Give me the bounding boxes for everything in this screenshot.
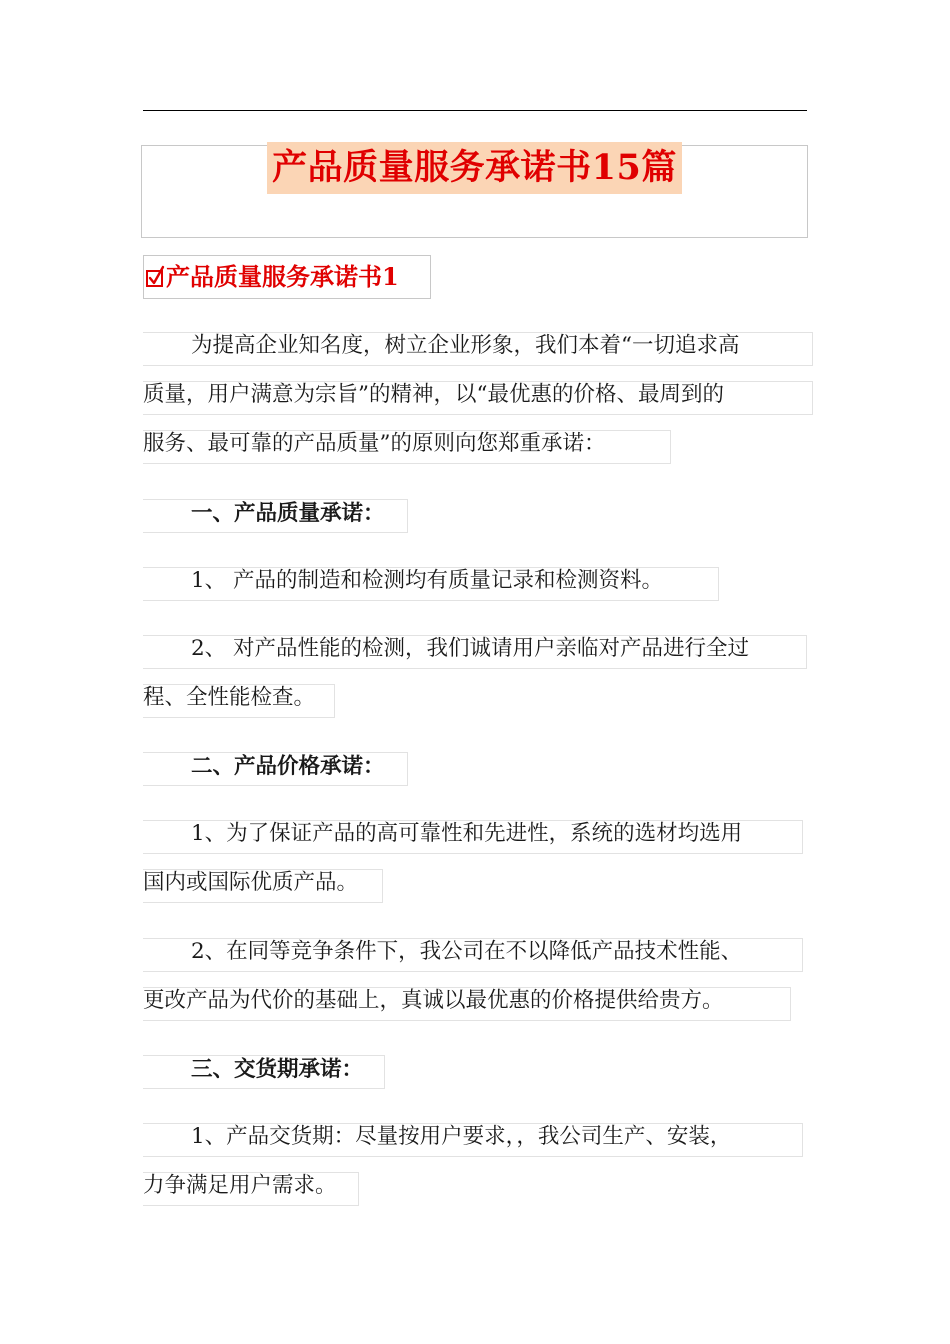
section-heading: 二、产品价格承诺： [191,754,385,779]
list-item-line: 1、产品交货期：尽量按用户要求，，我公司生产、安装， [191,1124,732,1149]
list-item-line: 国内或国际优质产品。 [143,870,359,895]
subheading: 产品质量服务承诺书1 [166,262,399,291]
list-item-line: 1、为了保证产品的高可靠性和先进性，系统的选材均选用 [191,821,743,846]
list-item-line: 1、 产品的制造和检测均有质量记录和检测资料。 [191,568,664,593]
list-item-line: 力争满足用户需求。 [143,1173,337,1198]
section-heading: 三、交货期承诺： [191,1057,364,1082]
paragraph-line: 服务、最可靠的产品质量”的原则向您郑重承诺： [143,431,606,456]
list-item-line: 程、全性能检查。 [143,685,316,710]
section-heading: 一、产品质量承诺： [191,501,385,526]
paragraph-line: 质量，用户满意为宗旨”的精神，以“最优惠的价格、最周到的 [143,382,724,407]
list-item-line: 2、在同等竞争条件下，我公司在不以降低产品技术性能、 [191,939,743,964]
document-title: 产品质量服务承诺书15篇 [267,142,682,194]
checkbox-checked-icon [146,265,165,287]
list-item-line: 更改产品为代价的基础上，真诚以最优惠的价格提供给贵方。 [143,988,724,1013]
paragraph-line: 为提高企业知名度，树立企业形象，我们本着“一切追求高 [191,333,740,358]
list-item-line: 2、 对产品性能的检测，我们诚请用户亲临对产品进行全过 [191,636,750,661]
top-horizontal-rule [143,110,807,111]
